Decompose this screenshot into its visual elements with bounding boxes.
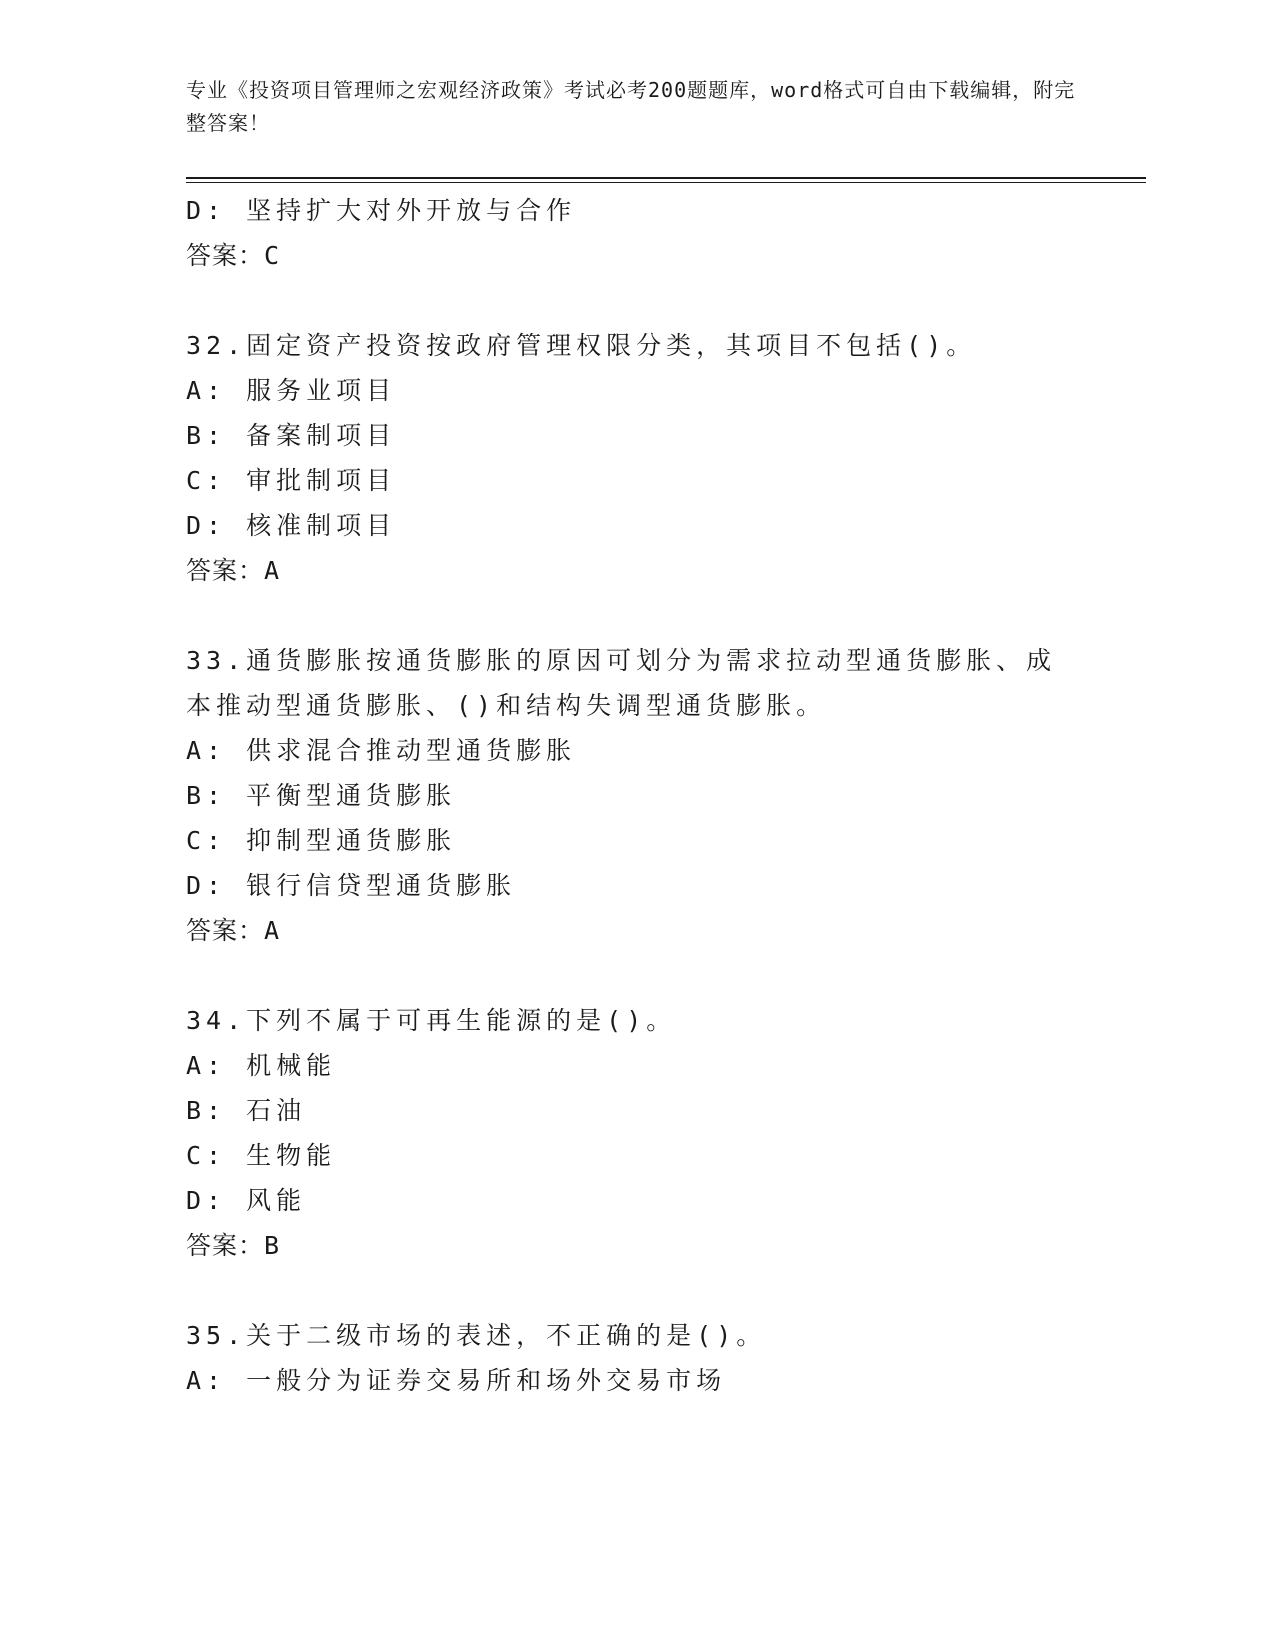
option-b: B: 平衡型通货膨胀	[186, 781, 457, 810]
q31-answer: 答案：C	[186, 241, 281, 270]
spacer	[186, 593, 1086, 638]
answer: 答案：A	[186, 916, 281, 945]
question-35	[186, 1313, 1086, 1403]
question-32	[186, 323, 1086, 593]
spacer	[186, 953, 1086, 998]
option-b: B: 石油	[186, 1096, 307, 1125]
option-a: A: 一般分为证券交易所和场外交易市场	[186, 1366, 727, 1395]
answer: 答案：B	[186, 1231, 281, 1260]
spacer	[186, 278, 1086, 323]
option-d: D: 风能	[186, 1186, 307, 1215]
header-divider-thick	[186, 177, 1146, 179]
option-b: B: 备案制项目	[186, 421, 397, 450]
question-stem: 32.固定资产投资按政府管理权限分类，其项目不包括()。	[186, 331, 977, 360]
spacer	[186, 1268, 1086, 1313]
question-stem: 33.通货膨胀按通货膨胀的原因可划分为需求拉动型通货膨胀、成本推动型通货膨胀、()和结构失调型通货膨胀。	[186, 646, 1057, 720]
question-stem: 35.关于二级市场的表述，不正确的是()。	[186, 1321, 767, 1350]
option-a: A: 服务业项目	[186, 376, 397, 405]
question-stem: 34.下列不属于可再生能源的是()。	[186, 1006, 677, 1035]
document-header-title: 专业《投资项目管理师之宏观经济政策》考试必考200题题库，word格式可自由下载编辑，附完整答案！	[186, 78, 1076, 135]
question-34	[186, 998, 1086, 1268]
q31-option-d: D: 坚持扩大对外开放与合作	[186, 196, 577, 225]
question-33	[186, 638, 1086, 953]
option-c: C: 审批制项目	[186, 466, 397, 495]
answer: 答案：A	[186, 556, 281, 585]
option-d: D: 银行信贷型通货膨胀	[186, 871, 517, 900]
option-a: A: 机械能	[186, 1051, 337, 1080]
question-list	[186, 188, 1086, 1403]
option-d: D: 核准制项目	[186, 511, 397, 540]
option-c: C: 抑制型通货膨胀	[186, 826, 457, 855]
option-c: C: 生物能	[186, 1141, 337, 1170]
header-divider-thin	[186, 182, 1146, 183]
option-a: A: 供求混合推动型通货膨胀	[186, 736, 577, 765]
